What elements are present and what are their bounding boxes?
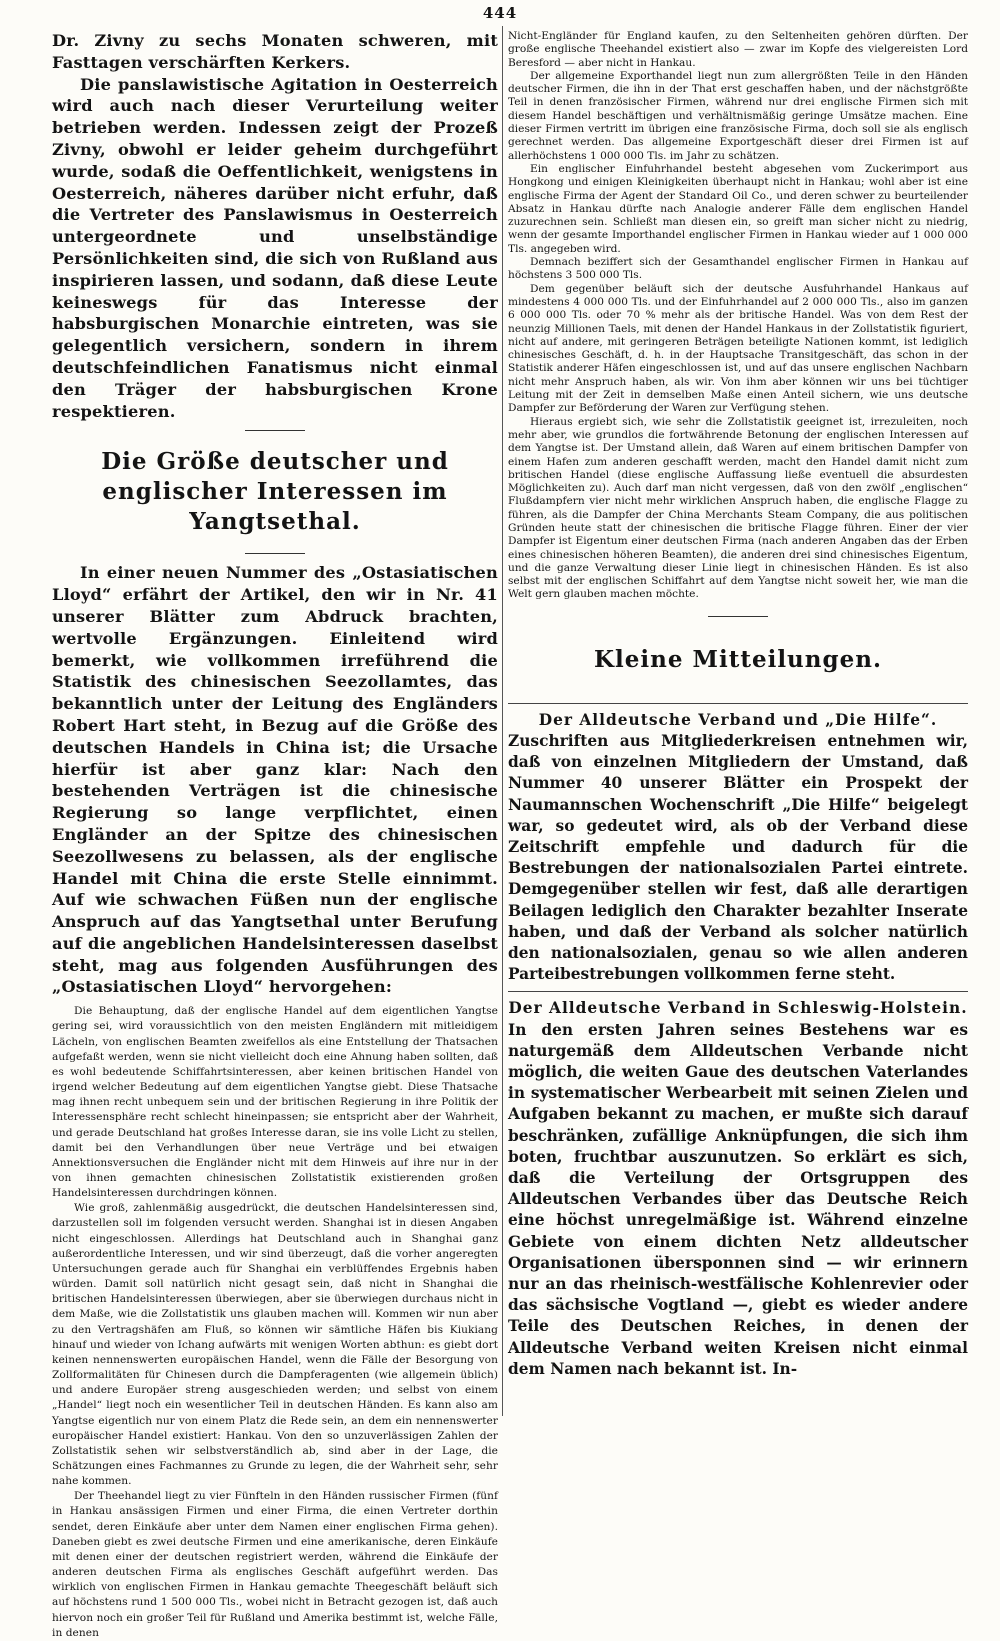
left-column [52, 30, 498, 1639]
heading-rule [245, 553, 305, 554]
notice-title: Der Alldeutsche Verband und „Die Hilfe“. [538, 710, 938, 729]
intro-section [52, 30, 498, 422]
heading-rule [508, 703, 968, 704]
article-body [52, 562, 498, 998]
quote-paragraph: Demnach beziffert sich der Gesamthandel englischer Firmen in Hankau auf höchstens 3 500 000 Tls. [508, 256, 968, 282]
section-rule [708, 616, 768, 617]
section-rule [245, 430, 305, 431]
notice-paragraph: Zuschriften aus Mitgliederkreisen entnehmen wir, daß von einzelnen Mitgliedern der Umstand, daß Nummer 40 unserer Blätter ein Prospekt der Naumannschen Wochenschrift „Die Hilfe“ beigelegt war, so gedeutet wird, als ob der Verband diese Zeitschrift empfehle und dadurch für die Bestrebungen der nationalsozialen Partei eintrete. Demgegenüber stellen wir fest, daß alle derartigen Beilagen lediglich den Charakter bezahlter Inserate haben, und daß der Verband als solcher natürlich den nationalsozialen, genau so wie allen anderen Parteibestrebungen vollkommen ferne steht. [508, 731, 968, 984]
article-paragraph: In einer neuen Nummer des „Ostasiatischen Lloyd“ erfährt der Artikel, den wir in Nr. 41 unserer Blätter zum Abdruck brachten, wertvolle Ergänzungen. Einleitend wird bemerkt, wie vollkommen irreführend die Statistik des chinesischen Seezollamtes, das bekanntlich unter der Leitung des Engländers Robert Hart steht, in Bezug auf die Größe des deutschen Handels in China ist; die Ursache hierfür ist aber ganz klar: Nach den bestehenden Verträgen ist die chinesische Regierung so lange verpflichtet, einen Engländer an der Spitze des chinesischen Seezollwesens zu belassen, als der englische Handel mit China die erste Stelle einnimmt. Auf wie schwachen Füßen nun der englische Anspruch auf das Yangtsethal unter Berufung auf die angeblichen Handelsinteressen daselbst steht, mag aus folgenden Ausführungen des „Ostasiatischen Lloyd“ hervorgehen: [52, 563, 498, 997]
notice-schleswig-holstein [508, 998, 968, 1380]
quote-paragraph: Die Behauptung, daß der englische Handel auf dem eigentlichen Yangtse gering sei, wird voraussichtlich von den meisten Engländern mit mitleidigem Lächeln, von englischen Beamten zweifellos als eine Entstellung der Thatsachen aufgefaßt werden, wenn sie nicht vielleicht doch eine Ahnung haben sollten, daß es wohl bedeutende Schiffahrtsinteressen, aber keinen britischen Handel von irgend welcher Bedeutung auf dem eigentlichen Yangtse giebt. Diese Thatsache mag ihnen recht unbequem sein und der britischen Regierung in ihre Politik der Interessensphäre recht schlecht hineinpassen; sie entspricht aber der Wahrheit, und gerade Deutschland hat großes Interesse daran, sie ins volle Licht zu stellen, damit bei den Verhandlungen über neue Verträge und bei etwaigen Annektionsversuchen die Engländer nicht mit dem Hinweis auf ihre nur in der von ihnen gemachten chinesischen Zollstatistik existierenden großen Handelsinteressen durchdringen können. [52, 1005, 498, 1200]
quote-paragraph: Wie groß, zahlenmäßig ausgedrückt, die deutschen Handelsinteressen sind, darzustellen soll im folgenden versucht werden. Shanghai ist in diesen Angaben nicht eingeschlossen. Allerdings hat Deutschland auch in Shanghai ganz außerordentliche Interessen, und wir sind überzeugt, daß die vorher angeregten Untersuchungen gerade auch für Shanghai ein verblüffendes Ergebnis haben würden. Damit soll natürlich nicht gesagt sein, daß nicht in Shanghai die britischen Handelsinteressen überwiegen, aber sie überwiegen durchaus nicht in dem Maße, wie die Zollstatistik uns glauben machen will. Kommen wir nun aber zu den Vertragshäfen am Fluß, so können wir sämtliche Häfen bis Kiukiang hinauf und wieder von Ichang aufwärts mit wenigen Worten abthun: es giebt dort keinen nennenswerten europäischen Handel, wenn die Fälle der Besorgung von Zollformalitäten für Chinesen durch die Dampferagenten (wie allgemein üblich) und andere Europäer streng ausgeschieden werden; und selbst von einem „Handel“ liegt noch ein wesentlicher Teil in deutschen Händen. Es kann also am Yangtse eigentlich nur von einem Platz die Rede sein, an dem ein nennenswerter europäischer Handel existiert: Hankau. Von den so unzuverlässigen Zahlen der Zollstatistik sehen wir selbstverständlich ab, sind aber in der Lage, die Schätzungen eines Fachmannes zu Grunde zu legen, die der Wahrheit sehr, sehr nahe kommen. [52, 1202, 498, 1488]
article-quote-continued [508, 30, 968, 602]
intro-paragraph: Die panslawistische Agitation in Oesterreich wird auch nach dieser Verurteilung weiter betrieben werden. Indessen zeigt der Prozeß Zivny, obwohl er leider geheim durchgeführt wurde, sodaß die Oeffentlichkeit, wenigstens in Oesterreich, näheres darüber nicht erfuhr, daß die Vertreter des Panslawismus in Oesterreich untergeordnete und unselbständige Persönlichkeiten sind, die sich von Rußland aus inspirieren lassen, und sodann, daß diese Leute keineswegs für das Interesse der habsburgischen Monarchie eintreten, was sie gelegentlich versichern, sondern in ihrem deutschfeindlichen Fanatismus nicht einmal den Träger der habsburgischen Krone respektieren. [52, 74, 498, 421]
quote-paragraph: Hieraus ergiebt sich, wie sehr die Zollstatistik geeignet ist, irrezuleiten, noch mehr aber, wie grundlos die fortwährende Betonung der englischen Interessen auf dem Yangtse ist. Der Umstand allein, daß Waren auf einem britischen Dampfer von einem Hafen zum anderen geschafft werden, macht den Handel damit nicht zum britischen Handel (diese englische Auffassung ließe eventuell die absurdesten Möglichkeiten zu). Auch darf man nicht vergessen, daß von den zwölf „englischen“ Flußdampfern vier nicht mehr wirklichen Anspruch haben, die englische Flagge zu führen, als die Dampfer der China Merchants Steam Company, die aus politischen Gründen heute statt der chinesischen die britische Flagge führen. Einer der vier Dampfer ist Eigentum einer deutschen Firma (nach anderen Angaben das der Erben eines chinesischen höheren Beamten), die anderen drei sind chinesisches Eigentum, und die ganze Verwaltung dieser Linie liegt in chinesischen Händen. Es ist also selbst mit der englischen Schiffahrt auf dem Yangtse nicht soweit her, wie man die Welt gern glauben machen möchte. [508, 415, 968, 601]
quote-paragraph: Nicht-Engländer für England kaufen, zu den Seltenheiten gehören dürften. Der große englische Theehandel existiert also — zwar im Kopfe des vielgereisten Lord Beresford — aber nicht in Hankau. [508, 30, 968, 69]
notice-rule [508, 991, 968, 992]
notice-hilfe [508, 710, 968, 986]
section-heading: Kleine Mitteilungen. [594, 645, 882, 673]
column-divider [502, 26, 503, 1416]
notice-paragraph: In den ersten Jahren seines Bestehens war es naturgemäß dem Alldeutschen Verbande nicht möglich, die weiten Gaue des deutschen Vaterlandes in systematischer Werbearbeit mit seinen Zielen und Aufgaben bekannt zu machen, er mußte sich darauf beschränken, zufällige Anknüpfungen, die sich ihm boten, fruchtbar auszunutzen. So erklärt es sich, daß die Verteilung der Ortsgruppen des Alldeutschen Verbandes über das Deutsche Reich eine höchst unregelmäßige ist. Während einzelne Gebiete von einem dichten Netz alldeutscher Organisationen übersponnen sind — wir erinnern nur an das rheinisch-westfälische Kohlenrevier oder das sächsische Vogtland —, giebt es wieder andere Teile des Deutschen Reiches, in denen der Alldeutsche Verband weiten Kreisen nicht einmal dem Namen nach bekannt ist. In- [508, 1020, 968, 1378]
notice-title: Der Alldeutsche Verband in Schleswig-Holstein. [508, 999, 968, 1018]
quote-paragraph: Ein englischer Einfuhrhandel besteht abgesehen vom Zuckerimport aus Hongkong und einigen Kleinigkeiten überhaupt nicht in Hankau; wohl aber ist eine englische Firma der Agent der Standard Oil Co., und deren schwer zu beurteilender Absatz in Hankau dürfte nach Analogie anderer Fälle dem englischen Handel zuzurechnen sein. Schließt man diesen ein, so greift man sicher nicht zu niedrig, wenn der gesamte Importhandel englischer Firmen in Hankau wieder auf 1 000 000 Tls. angegeben wird. [508, 162, 968, 255]
article-quote [52, 1004, 498, 1641]
intro-paragraph: Dr. Zivny zu sechs Monaten schweren, mit Fasttagen verschärften Kerkers. [52, 31, 498, 72]
right-column [508, 30, 968, 1418]
quote-paragraph: Der Theehandel liegt zu vier Fünfteln in den Händen russischer Firmen (fünf in Hankau ansässigen Firmen und einer Firma, die einen Vertreter dorthin sendet, deren Einkäufe aber unter dem Namen einer englischen Firma gehen). Daneben giebt es zwei deutsche Firmen und eine amerikanische, deren Einkäufe mit denen einer der deutschen registriert werden, während die Einkäufe der anderen deutschen Firma als englisches Geschäft aufgeführt werden. Das wirklich von englischen Firmen in Hankau gemachte Theegeschäft beläuft sich auf höchstens rund 1 500 000 Tls., wobei nicht in Betracht gezogen ist, daß auch hiervon noch ein großer Teil für Rußland und Amerika bestimmt ist, welche Fälle, in denen [52, 1490, 498, 1639]
page-number: 444 [482, 4, 518, 22]
quote-paragraph: Der allgemeine Exporthandel liegt nun zum allergrößten Teile in den Händen deutscher Firmen, die ihn in der That erst geschaffen haben, und der nächstgrößte Teil in denen französischer Firmen, während nur drei englische Firmen sich mit diesem Handel beschäftigen und verhältnismäßig geringe Umsätze machen. Eine dieser Firmen vertritt im übrigen eine französische Firma, doch soll sie als englisch gerechnet werden. Das allgemeine Exportgeschäft dieser drei Firmen ist auf allerhöchstens 1 000 000 Tls. im Jahr zu schätzen. [508, 69, 968, 162]
quote-paragraph: Dem gegenüber beläuft sich der deutsche Ausfuhrhandel Hankaus auf mindestens 4 000 000 Tls. und der Einfuhrhandel auf 2 000 000 Tls., also im ganzen 6 000 000 Tls. oder 70 % mehr als der britische Handel. Was von dem Rest der neunzig Millionen Taels, mit denen der Handel Hankaus in der Zollstatistik figuriert, nicht auf andere, mit geringeren Beträgen beteiligte Nationen kommt, ist lediglich chinesisches Geschäft, d. h. in der Hauptsache Transitgeschäft, das schon in der Statistik anderer Häfen eingeschlossen ist, und auf das unsere englischen Nachbarn nicht mehr Anspruch haben, als wir. Von ihm aber können wir uns bei tüchtiger Leitung mit der Zeit in demselben Maße einen Anteil sichern, wie uns deutsche Dampfer zur Beförderung der Waren zur Verfügung stehen. [508, 282, 968, 415]
article-heading: Die Größe deutscher und englischer Interessen im Yangtsethal. [101, 448, 449, 536]
